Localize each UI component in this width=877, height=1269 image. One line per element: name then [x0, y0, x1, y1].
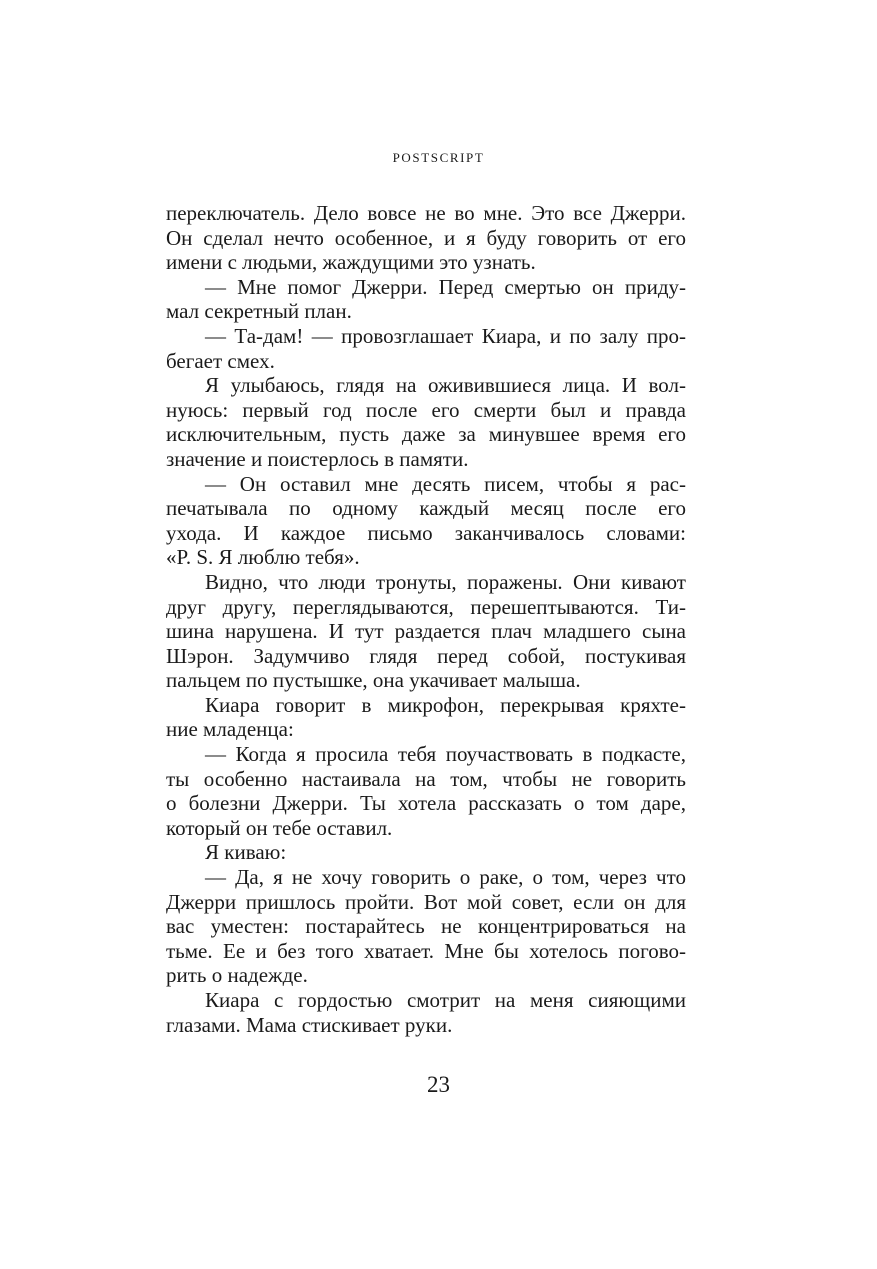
paragraph	[166, 988, 686, 1037]
text-line: переключатель. Дело вовсе не во мне. Это все Джерри.	[166, 201, 686, 225]
text-line: Я улыбаюсь, глядя на оживившиеся лица. И вол-	[205, 373, 686, 398]
text-line: — Когда я просила тебя поучаствовать в подкасте,	[205, 742, 686, 767]
text-line: Я киваю:	[205, 840, 287, 865]
paragraph	[166, 840, 686, 865]
text-line: — Он оставил мне десять писем, чтобы я рас-	[205, 471, 686, 496]
text-line: ние младенца:	[166, 717, 294, 742]
body-text	[166, 201, 686, 1037]
text-line: друг другу, переглядываются, перешептываются. Ти-	[166, 594, 686, 619]
paragraph	[166, 275, 686, 324]
text-line: Видно, что люди тронуты, поражены. Они кивают	[205, 569, 686, 594]
text-line: — Та-дам! — провозглашает Киара, и по залу про-	[205, 323, 686, 348]
text-line: Киара с гордостью смотрит на меня сияющими	[205, 988, 686, 1012]
text-line: ухода. И каждое письмо заканчивалось словами:	[166, 520, 686, 545]
text-line: Джерри пришлось пройти. Вот мой совет, если он для	[166, 889, 686, 914]
text-line: — Да, я не хочу говорить о раке, о том, через что	[205, 865, 686, 890]
paragraph	[166, 201, 686, 275]
text-line: нуюсь: первый год после его смерти был и правда	[166, 397, 686, 422]
text-line: Шэрон. Задумчиво глядя перед собой, постукивая	[166, 643, 686, 668]
paragraph	[166, 570, 686, 693]
text-line: пальцем по пустышке, она укачивает малыша.	[166, 668, 581, 693]
text-line: значение и поистерлось в памяти.	[166, 446, 469, 471]
text-line: шина нарушена. И тут раздается плач младшего сына	[166, 619, 686, 644]
text-line: глазами. Мама стискивает руки.	[166, 1012, 453, 1037]
text-line: рить о надежде.	[166, 963, 308, 988]
text-line: — Мне помог Джерри. Перед смертью он приду-	[205, 274, 686, 299]
text-line: вас уместен: постарайтесь не концентрироваться на	[166, 914, 686, 939]
text-line: «P. S. Я люблю тебя».	[166, 545, 360, 570]
running-head: POSTSCRIPT	[392, 150, 485, 165]
text-line: печатывала по одному каждый месяц после его	[166, 496, 686, 521]
text-line: тьме. Ее и без того хватает. Мне бы хотелось погово-	[166, 938, 686, 963]
text-line: Киара говорит в микрофон, перекрывая кряхте-	[205, 692, 686, 717]
paragraph	[166, 693, 686, 742]
text-line: имени с людьми, жаждущими это узнать.	[166, 250, 536, 275]
text-line: мал секретный план.	[166, 299, 352, 324]
paragraph	[166, 373, 686, 471]
text-line: Он сделал нечто особенное, и я буду говорить от его	[166, 225, 686, 250]
paragraph	[166, 865, 686, 988]
paragraph	[166, 324, 686, 373]
text-line: о болезни Джерри. Ты хотела рассказать о том даре,	[166, 791, 686, 816]
page-number: 23	[427, 1072, 450, 1097]
text-line: исключительным, пусть даже за минувшее время его	[166, 422, 686, 447]
text-line: бегает смех.	[166, 348, 275, 373]
text-line: который он тебе оставил.	[166, 815, 393, 840]
text-line: ты особенно настаивала на том, чтобы не говорить	[166, 766, 686, 791]
paragraph	[166, 742, 686, 840]
paragraph	[166, 472, 686, 570]
